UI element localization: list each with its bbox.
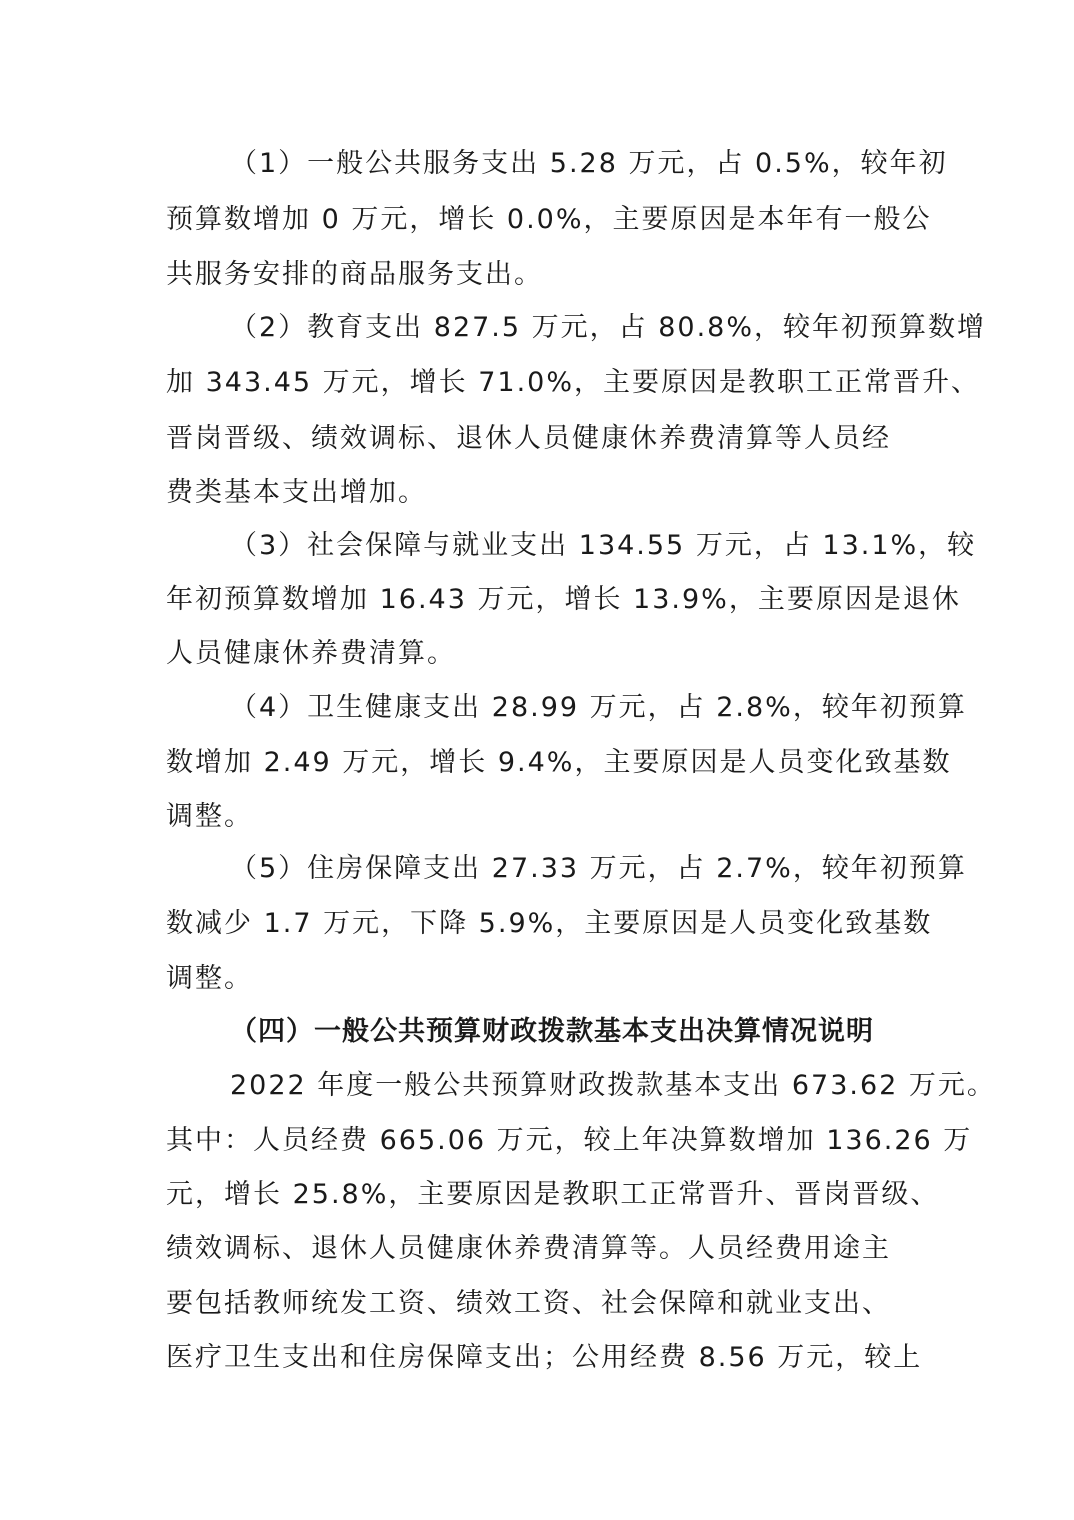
paragraph-6-line-1: 2022 年度一般公共预算财政拨款基本支出 673.62 万元。	[230, 1070, 996, 1101]
paragraph-2-line-3: 晋岗晋级、绩效调标、退休人员健康休养费清算等人员经	[166, 423, 891, 454]
paragraph-1-line-2: 预算数增加 0 万元，增长 0.0%，主要原因是本年有一般公	[166, 204, 932, 235]
paragraph-6-line-4: 绩效调标、退休人员健康休养费清算等。人员经费用途主	[166, 1233, 891, 1264]
paragraph-2-line-4: 费类基本支出增加。	[166, 477, 427, 508]
paragraph-4-line-1: （4）卫生健康支出 28.99 万元，占 2.8%，较年初预算	[230, 692, 967, 723]
paragraph-3-line-1: （3）社会保障与就业支出 134.55 万元，占 13.1%，较	[230, 530, 977, 561]
paragraph-2-line-2: 加 343.45 万元，增长 71.0%，主要原因是教职工正常晋升、	[166, 367, 980, 398]
paragraph-6-line-5: 要包括教师统发工资、绩效工资、社会保障和就业支出、	[166, 1288, 891, 1319]
paragraph-6-line-2: 其中：人员经费 665.06 万元，较上年决算数增加 136.26 万	[166, 1125, 973, 1156]
paragraph-4-line-3: 调整。	[166, 801, 253, 832]
paragraph-5-line-3: 调整。	[166, 963, 253, 994]
paragraph-1-line-3: 共服务安排的商品服务支出。	[166, 259, 543, 290]
paragraph-1-line-1: （1）一般公共服务支出 5.28 万元，占 0.5%，较年初	[230, 148, 948, 179]
paragraph-6-line-3: 元，增长 25.8%，主要原因是教职工正常晋升、晋岗晋级、	[166, 1179, 940, 1210]
section-heading: （四）一般公共预算财政拨款基本支出决算情况说明	[230, 1016, 874, 1047]
paragraph-5-line-1: （5）住房保障支出 27.33 万元，占 2.7%，较年初预算	[230, 853, 967, 884]
paragraph-6-line-6: 医疗卫生支出和住房保障支出；公用经费 8.56 万元，较上	[166, 1342, 923, 1373]
paragraph-2-line-1: （2）教育支出 827.5 万元，占 80.8%，较年初预算数增	[230, 312, 986, 343]
paragraph-4-line-2: 数增加 2.49 万元，增长 9.4%，主要原因是人员变化致基数	[166, 747, 952, 778]
paragraph-3-line-2: 年初预算数增加 16.43 万元，增长 13.9%，主要原因是退休	[166, 584, 961, 615]
paragraph-3-line-3: 人员健康休养费清算。	[166, 638, 456, 669]
paragraph-5-line-2: 数减少 1.7 万元，下降 5.9%，主要原因是人员变化致基数	[166, 908, 933, 939]
